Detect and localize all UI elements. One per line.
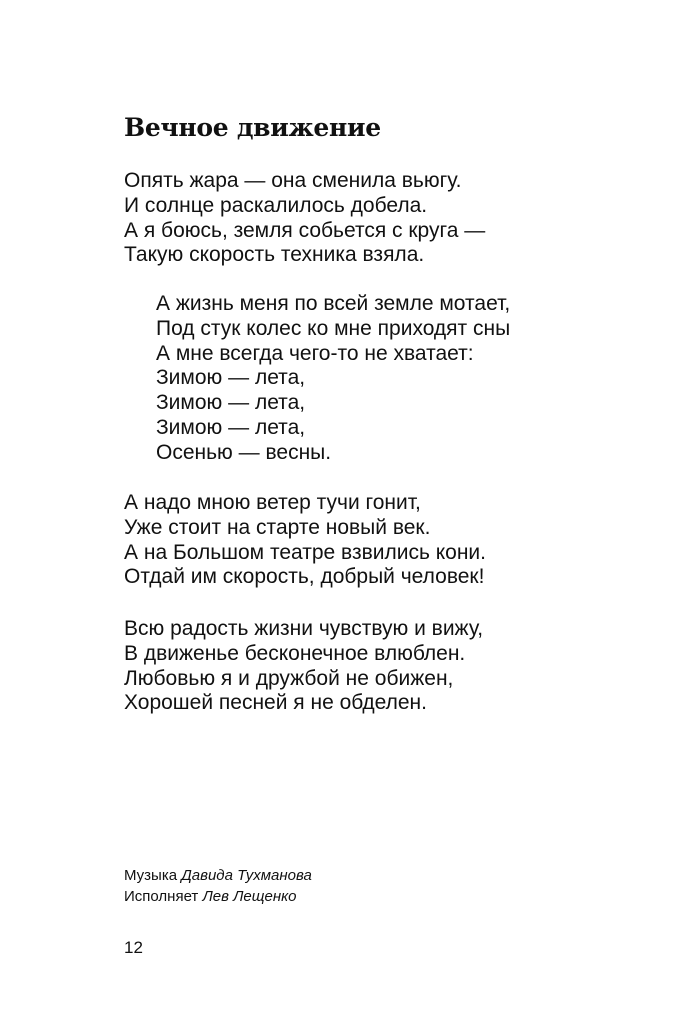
composer-name: Давида Тухманова xyxy=(181,867,312,884)
poem-line: И солнце раскалилось добела. xyxy=(124,193,428,217)
song-credits xyxy=(124,865,312,907)
poem-line: Зимою — лета, xyxy=(156,366,306,390)
poem-line: Отдай им скорость, добрый человек! xyxy=(124,565,485,589)
poem-line: А мне всегда чего-то не хватает: xyxy=(156,341,474,365)
poem-line: Зимою — лета, xyxy=(156,391,306,415)
poem-line: А жизнь меня по всей земле мотает, xyxy=(156,292,511,315)
stanza-1 xyxy=(124,169,485,268)
poem-line: А я боюсь, земля собьется с круга — xyxy=(124,218,486,242)
stanza-4 xyxy=(124,617,483,716)
stanza-2-chorus xyxy=(156,292,510,466)
poem-line: В движенье бесконечное влюблен. xyxy=(124,641,466,665)
stanza-3 xyxy=(124,491,486,590)
performer-label: Исполняет xyxy=(124,888,199,905)
poem-line: Под стук колес ко мне приходят сны xyxy=(156,316,511,340)
poem-line: Всю радость жизни чувствую и вижу, xyxy=(124,617,484,640)
poem-line: Любовью я и дружбой не обижен, xyxy=(124,666,454,690)
poem-line: Уже стоит на старте новый век. xyxy=(124,515,431,539)
poem-line: Хорошей песней я не обделен. xyxy=(124,691,427,715)
poem-line: Опять жара — она сменила вьюгу. xyxy=(124,169,462,192)
poem-line: Осенью — весны. xyxy=(156,440,332,464)
poem-title: Вечное движение xyxy=(124,113,381,142)
performer-name: Лев Лещенко xyxy=(202,888,297,905)
music-label: Музыка xyxy=(124,867,178,884)
poem-line: Зимою — лета, xyxy=(156,415,306,439)
poem-line: А надо мною ветер тучи гонит, xyxy=(124,491,421,514)
poem-line: А на Большом театре взвились кони. xyxy=(124,540,486,564)
performer-credit xyxy=(124,886,312,907)
page-number: 12 xyxy=(124,938,143,957)
poem-line: Такую скорость техника взяла. xyxy=(124,243,425,267)
music-credit xyxy=(124,865,312,886)
